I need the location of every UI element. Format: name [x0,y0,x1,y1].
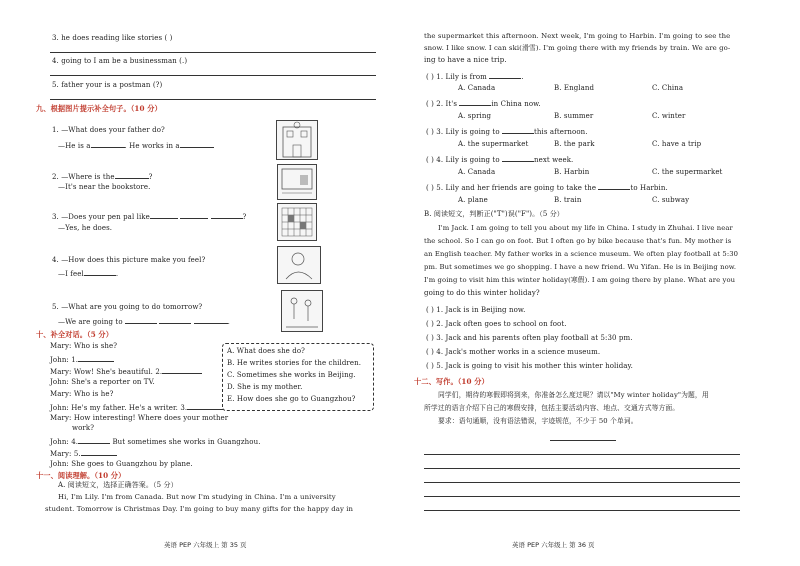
dialog-line-7b: work? [72,424,95,432]
section-12-title: 十二、写作。（10 分） [414,377,489,386]
mc-q2-a[interactable]: A. spring [458,112,492,120]
writing-line-1[interactable] [424,454,740,455]
section-9-title: 九、根据图片提示补全句子。（10 分） [36,104,162,113]
passage-b-line-6: going to do this winter holiday? [424,289,540,297]
mc-q3-b[interactable]: B. the park [554,140,595,148]
mc-q2-b[interactable]: B. summer [554,112,594,120]
mc-q4: ( ) 4. Lily is going to next week. [426,156,574,164]
passage-b-line-2: the school. So I can go on foot. But I often go by bike because that's fun. My mother is [424,237,732,245]
mood-picture-illustration [277,246,321,284]
option-d: D. She is my mother. [227,383,303,391]
option-a: A. What does she do? [227,347,305,355]
dialog-line-10: John: She goes to Guangzhou by plane. [50,460,193,468]
mc-q2: ( ) 2. It's in China now. [426,100,541,108]
pic-q3-b: —Yes, he does. [58,224,113,232]
pic-q5-b: —We are going to . [58,318,230,326]
reading-a-title: A. 阅读短文，选择正确答案。（5 分） [58,481,178,489]
mc-q5: ( ) 5. Lily and her friends are going to take the to Harbin. [426,184,668,192]
option-e: E. How does she go to Guangzhou? [227,395,356,403]
mc-q3-c[interactable]: C. have a trip [652,140,702,148]
dialog-line-9: Mary: 5. [50,448,117,459]
family-walking-illustration [281,290,323,332]
mc-q1-a[interactable]: A. Canada [458,84,496,92]
answer-line-4[interactable] [50,75,376,76]
mc-q1-c[interactable]: C. China [652,84,684,92]
writing-line-3[interactable] [424,482,740,483]
writing-line-5[interactable] [424,510,740,511]
tf-q2: ( ) 2. Jack often goes to school on foot. [426,320,567,328]
passage-a-line-5: ing to have a nice trip. [424,56,507,64]
passage-b-line-4: pm. But sometimes we go shopping. I have a new friend. Wu Yifan. He is in Beijing now. [424,263,737,271]
dialog-line-6: John: He's my father. He's a writer. 3. [50,402,223,413]
option-b: B. He writes stories for the children. [227,359,362,367]
passage-b-line-5: I'm going to visit him this winter holiday(寒假). I am going there by plane. What are you [424,276,736,284]
pic-q5-a: 5. —What are you going to do tomorrow? [52,303,203,311]
mc-q1: ( ) 1. Lily is from . [426,73,524,81]
passage-a-line-3: the supermarket this afternoon. Next week, I'm going to Harbin. I'm going to see the [424,32,731,40]
dialog-line-7: Mary: How interesting! Where does your mother [50,414,229,422]
writing-instruction-2: 所学过的语言介绍下自己的寒假安排，包括主要活动内容、地点、交通方式等方面。 [424,404,680,412]
pic-q4-b: —I feel . [58,270,119,278]
mc-q5-c[interactable]: C. subway [652,196,690,204]
mc-q3: ( ) 3. Lily is going to this afternoon. [426,128,588,136]
writing-line-4[interactable] [424,496,740,497]
answer-line-3[interactable] [50,52,376,53]
dialog-line-4: John: She's a reporter on TV. [50,378,155,386]
writing-line-2[interactable] [424,468,740,469]
mc-q1-b[interactable]: B. England [554,84,595,92]
mc-q5-a[interactable]: A. plane [458,196,488,204]
mc-q3-a[interactable]: A. the supermarket [458,140,529,148]
pic-q1-b: —He is a . He works in a [58,140,214,151]
answer-line-5[interactable] [50,99,376,100]
mc-q5-b[interactable]: B. train [554,196,582,204]
writing-title-line[interactable] [550,440,616,441]
mc-q4-c[interactable]: C. the supermarket [652,168,723,176]
passage-a-line-1: Hi, I'm Lily. I'm from Canada. But now I'm studying in China. I'm a university [58,493,336,501]
page-footer-left: 英语 PEP 六年级上 第 35 页 [164,541,247,549]
q5-scrambled: 5. father your is a postman (?) [52,81,163,89]
pic-q3-a: 3. —Does your pen pal like ? [52,213,247,221]
q3-scrambled: 3. he does reading like stories ( ) [52,34,173,42]
cinema-illustration [277,164,317,200]
tf-q3: ( ) 3. Jack and his parents often play football at 5:30 pm. [426,334,633,342]
writing-requirement: 要求：语句通顺，没有语法错误，字迹规范，不少于 50 个单词。 [438,417,638,425]
passage-a-line-2: student. Tomorrow is Christmas Day. I'm going to buy many gifts for the happy day in [45,505,354,513]
mc-q2-c[interactable]: C. winter [652,112,686,120]
pic-q4-a: 4. —How does this picture make you feel? [52,256,206,264]
dialog-line-1: Mary: Who is she? [50,342,118,350]
dialog-options-box [222,343,374,411]
section-10-title: 十、补全对话。（5 分） [36,330,113,339]
reading-b-title: B. 阅读短文，判断正("T")误("F")。（5 分） [424,210,564,218]
pic-q1-a: 1. —What does your father do? [52,126,165,134]
passage-a-line-4: snow. I like snow. I can ski(滑雪). I'm going there with my friends by train. We are go- [424,44,731,52]
tf-q1: ( ) 1. Jack is in Beijing now. [426,306,526,314]
dialog-line-5: Mary: Who is he? [50,390,114,398]
q4-scrambled: 4. going to I am be a businessman (.) [52,57,188,65]
crossword-illustration [277,203,317,241]
pic-q2-a: 2. —Where is the ? [52,173,153,181]
mc-q4-a[interactable]: A. Canada [458,168,496,176]
section-11-title: 十一、阅读理解。（10 分） [36,471,126,480]
passage-b-line-1: I'm Jack. I am going to tell you about my life in China. I study in Zhuhai. I live near [438,224,733,232]
post-office-illustration [276,120,318,160]
dialog-line-8: John: 4. But sometimes she works in Guangzhou. [50,438,261,446]
mc-q4-b[interactable]: B. Harbin [554,168,590,176]
pic-q2-b: —It's near the bookstore. [58,183,151,191]
tf-q4: ( ) 4. Jack's mother works in a science museum. [426,348,601,356]
passage-b-line-3: an English teacher. My father works in a science museum. We often play football at 5:30 [424,250,739,258]
option-c: C. Sometimes she works in Beijing. [227,371,356,379]
tf-q5: ( ) 5. Jack is going to visit his mother this winter holiday. [426,362,634,370]
dialog-line-2: John: 1. [50,354,114,365]
right-page [400,0,800,566]
writing-instruction-1: 同学们，期待的寒假即将到来，你准备怎么度过呢？请以"My winter holiday"为题，用 [438,391,709,399]
dialog-line-3: Mary: Wow! She's beautiful. 2. [50,366,202,377]
page-footer-right: 英语 PEP 六年级上 第 36 页 [512,541,595,549]
